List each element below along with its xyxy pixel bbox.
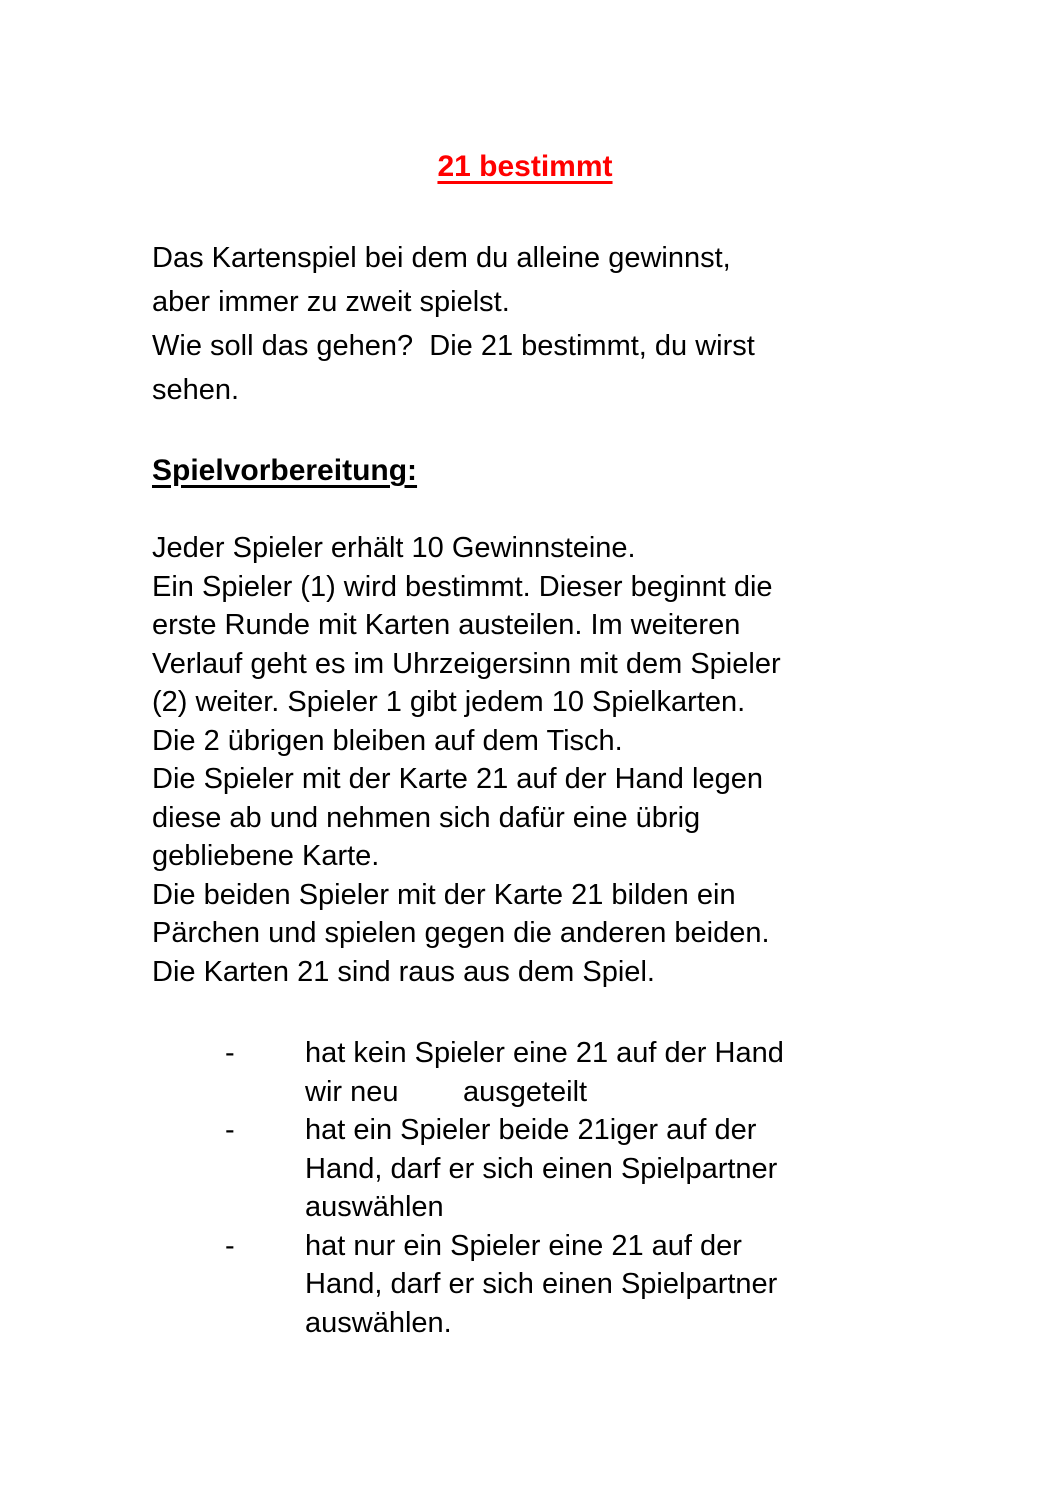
bullet-line: hat kein Spieler eine 21 auf der Hand bbox=[305, 1037, 784, 1069]
bullet-line: hat ein Spieler beide 21iger auf der bbox=[305, 1114, 757, 1146]
body-paragraph bbox=[152, 529, 970, 991]
bullet-marker: - bbox=[225, 1037, 235, 1069]
body-line: Jeder Spieler erhält 10 Gewinnsteine. bbox=[152, 532, 636, 564]
bullet-line: auswählen. bbox=[305, 1306, 452, 1339]
body-line: Verlauf geht es im Uhrzeigersinn mit dem Spieler bbox=[152, 647, 781, 680]
bullet-item bbox=[152, 1034, 970, 1111]
bullet-list bbox=[152, 1034, 970, 1342]
section-heading: Spielvorbereitung: bbox=[152, 454, 418, 487]
document-title: 21 bestimmt bbox=[437, 150, 613, 183]
body-line: gebliebene Karte. bbox=[152, 840, 380, 872]
bullet-line: auswählen bbox=[305, 1191, 444, 1223]
body-line: Pärchen und spielen gegen die anderen beiden. bbox=[152, 917, 770, 949]
bullet-item bbox=[152, 1227, 970, 1343]
body-line: Die beiden Spieler mit der Karte 21 bilden ein bbox=[152, 878, 736, 911]
bullet-marker: - bbox=[225, 1229, 235, 1262]
body-line: Die Karten 21 sind raus aus dem Spiel. bbox=[152, 955, 655, 988]
body-line: diese ab und nehmen sich dafür eine übrig bbox=[152, 801, 701, 834]
bullet-item bbox=[152, 1111, 970, 1227]
body-line: Die 2 übrigen bleiben auf dem Tisch. bbox=[152, 724, 623, 757]
intro-line: aber immer zu zweit spielst. bbox=[152, 286, 510, 318]
bullet-line: hat nur ein Spieler eine 21 auf der bbox=[305, 1229, 742, 1262]
bullet-line: Hand, darf er sich einen Spielpartner bbox=[305, 1268, 778, 1300]
body-line: (2) weiter. Spieler 1 gibt jedem 10 Spielkarten. bbox=[152, 686, 746, 718]
body-line: erste Runde mit Karten austeilen. Im weiteren bbox=[152, 609, 741, 641]
intro-line: Das Kartenspiel bei dem du alleine gewinnst, bbox=[152, 242, 731, 274]
intro-paragraph bbox=[152, 236, 970, 412]
bullet-line: Hand, darf er sich einen Spielpartner bbox=[305, 1152, 778, 1185]
bullet-line: wir neu ausgeteilt bbox=[305, 1075, 588, 1108]
intro-line: sehen. bbox=[152, 374, 240, 406]
intro-line: Wie soll das gehen? Die 21 bestimmt, du wirst bbox=[152, 330, 755, 362]
body-line: Die Spieler mit der Karte 21 auf der Hand legen bbox=[152, 763, 763, 795]
body-line: Ein Spieler (1) wird bestimmt. Dieser beginnt die bbox=[152, 570, 773, 603]
bullet-marker: - bbox=[225, 1114, 235, 1146]
